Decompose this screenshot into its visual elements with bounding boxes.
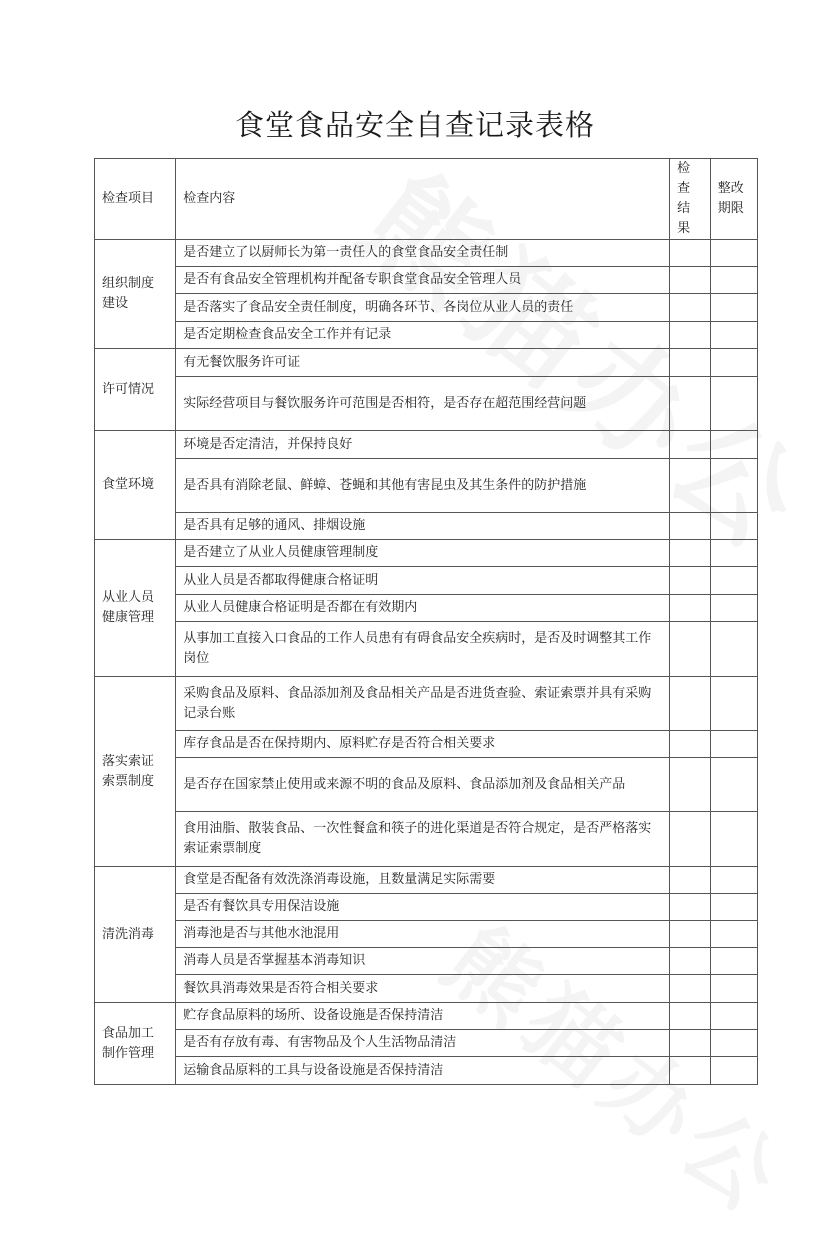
deadline-cell[interactable] xyxy=(710,513,757,540)
table-row xyxy=(95,731,758,758)
header-result-line2: 结果 xyxy=(677,201,691,236)
deadline-cell[interactable] xyxy=(710,1057,757,1085)
result-cell[interactable] xyxy=(670,758,711,812)
deadline-cell[interactable] xyxy=(710,758,757,812)
table-row xyxy=(95,540,758,567)
table-row xyxy=(95,349,758,377)
result-cell[interactable] xyxy=(670,349,711,377)
deadline-cell[interactable] xyxy=(710,921,757,948)
check-content: 从事加工直接入口食品的工作人员患有有碍食品安全疾病时，是否及时调整其工作岗位 xyxy=(176,622,670,677)
check-content: 是否具有足够的通风、排烟设施 xyxy=(176,513,670,540)
check-content: 库存食品是否在保持期内、原料贮存是否符合相关要求 xyxy=(176,731,670,758)
result-cell[interactable] xyxy=(670,595,711,622)
result-cell[interactable] xyxy=(670,731,711,758)
table-row xyxy=(95,948,758,975)
result-cell[interactable] xyxy=(670,1030,711,1057)
result-cell[interactable] xyxy=(670,322,711,349)
category-line: 组织制度 xyxy=(102,276,155,291)
table-row xyxy=(95,240,758,267)
check-content: 食用油脂、散装食品、一次性餐盒和筷子的进化渠道是否符合规定，是否严格落实索证索票制度 xyxy=(176,812,670,867)
category-line: 建设 xyxy=(102,296,129,311)
table-row xyxy=(95,267,758,294)
category-cell xyxy=(95,1003,176,1085)
check-content: 运输食品原料的工具与设备设施是否保持清洁 xyxy=(176,1057,670,1085)
result-cell[interactable] xyxy=(670,294,711,322)
category-cell xyxy=(95,677,176,867)
category-line: 制作管理 xyxy=(102,1045,155,1061)
table-row xyxy=(95,377,758,431)
table-row xyxy=(95,294,758,322)
table-row xyxy=(95,513,758,540)
result-cell[interactable] xyxy=(670,894,711,921)
deadline-cell[interactable] xyxy=(710,377,757,431)
category-cell xyxy=(95,431,176,540)
check-content: 是否定期检查食品安全工作并有记录 xyxy=(176,322,670,349)
result-cell[interactable] xyxy=(670,567,711,595)
deadline-cell[interactable] xyxy=(710,267,757,294)
deadline-cell[interactable] xyxy=(710,975,757,1003)
category-line: 清洗消毒 xyxy=(102,926,155,942)
table-row xyxy=(95,322,758,349)
deadline-cell[interactable] xyxy=(710,948,757,975)
deadline-cell[interactable] xyxy=(710,322,757,349)
category-line: 食堂环境 xyxy=(102,477,155,492)
header-deadline-line2: 期限 xyxy=(717,201,744,216)
deadline-cell[interactable] xyxy=(710,540,757,567)
check-content: 是否建立了从业人员健康管理制度 xyxy=(176,540,670,567)
table-row xyxy=(95,1030,758,1057)
deadline-cell[interactable] xyxy=(710,677,757,731)
page-title: 食堂食品安全自查记录表格 xyxy=(234,108,595,142)
category-cell xyxy=(95,540,176,677)
check-content: 餐饮具消毒效果是否符合相关要求 xyxy=(176,975,670,1003)
table-row xyxy=(95,812,758,867)
result-cell[interactable] xyxy=(670,513,711,540)
result-cell[interactable] xyxy=(670,1003,711,1030)
category-line: 许可情况 xyxy=(102,381,155,397)
check-content: 贮存食品原料的场所、设备设施是否保持清洁 xyxy=(176,1003,670,1030)
result-cell[interactable] xyxy=(670,377,711,431)
check-content: 是否具有消除老鼠、鲜蟑、苍蝇和其他有害昆虫及其生条件的防护措施 xyxy=(176,459,670,513)
table-row xyxy=(95,894,758,921)
result-cell[interactable] xyxy=(670,622,711,677)
category-line: 食品加工 xyxy=(102,1025,155,1041)
result-cell[interactable] xyxy=(670,921,711,948)
table-row xyxy=(95,431,758,459)
deadline-cell[interactable] xyxy=(710,459,757,513)
table-row xyxy=(95,867,758,894)
header-deadline xyxy=(710,159,757,240)
check-content: 实际经营项目与餐饮服务许可范围是否相符，是否存在超范围经营问题 xyxy=(176,377,670,431)
header-content: 检查内容 xyxy=(176,159,670,240)
deadline-cell[interactable] xyxy=(710,1003,757,1030)
header-result xyxy=(670,159,711,240)
category-line: 索票制度 xyxy=(102,773,155,789)
check-content: 是否建立了以厨师长为第一责任人的食堂食品安全责任制 xyxy=(176,240,670,267)
header-result-line1: 检查 xyxy=(677,161,691,196)
table-row xyxy=(95,1003,758,1030)
result-cell[interactable] xyxy=(670,975,711,1003)
deadline-cell[interactable] xyxy=(710,731,757,758)
table-row xyxy=(95,677,758,731)
category-cell xyxy=(95,867,176,1003)
deadline-cell[interactable] xyxy=(710,595,757,622)
checklist-body xyxy=(95,240,758,1085)
table-row xyxy=(95,595,758,622)
deadline-cell[interactable] xyxy=(710,567,757,595)
result-cell[interactable] xyxy=(670,948,711,975)
deadline-cell[interactable] xyxy=(710,349,757,377)
result-cell[interactable] xyxy=(670,1057,711,1085)
result-cell[interactable] xyxy=(670,677,711,731)
check-content: 是否有食品安全管理机构并配备专职食堂食品安全管理人员 xyxy=(176,267,670,294)
check-content: 是否有存放有毒、有害物品及个人生活物品清洁 xyxy=(176,1030,670,1057)
category-line: 落实索证 xyxy=(102,753,155,769)
check-content: 是否存在国家禁止使用或来源不明的食品及原料、食品添加剂及食品相关产品 xyxy=(176,758,670,812)
check-content: 从业人员健康合格证明是否都在有效期内 xyxy=(176,595,670,622)
table-row xyxy=(95,921,758,948)
result-cell[interactable] xyxy=(670,459,711,513)
table-row xyxy=(95,1057,758,1085)
check-content: 消毒人员是否掌握基本消毒知识 xyxy=(176,948,670,975)
check-content: 采购食品及原料、食品添加剂及食品相关产品是否进货查验、索证索票并具有采购记录台账 xyxy=(176,677,670,731)
check-content: 环境是否定清洁，并保持良好 xyxy=(176,431,670,459)
deadline-cell[interactable] xyxy=(710,240,757,267)
header-row xyxy=(95,159,758,240)
deadline-cell[interactable] xyxy=(710,894,757,921)
category-line: 健康管理 xyxy=(102,610,155,625)
result-cell[interactable] xyxy=(670,867,711,894)
result-cell[interactable] xyxy=(670,812,711,867)
deadline-cell[interactable] xyxy=(710,622,757,677)
deadline-cell[interactable] xyxy=(710,812,757,867)
deadline-cell[interactable] xyxy=(710,1030,757,1057)
check-content: 有无餐饮服务许可证 xyxy=(176,349,670,377)
deadline-cell[interactable] xyxy=(710,294,757,322)
result-cell[interactable] xyxy=(670,267,711,294)
checklist-table xyxy=(94,158,758,1085)
category-line: 从业人员 xyxy=(102,590,155,605)
table-row xyxy=(95,567,758,595)
deadline-cell[interactable] xyxy=(710,431,757,459)
table-row xyxy=(95,459,758,513)
table-row xyxy=(95,622,758,677)
check-content: 消毒池是否与其他水池混用 xyxy=(176,921,670,948)
result-cell[interactable] xyxy=(670,240,711,267)
table-row xyxy=(95,758,758,812)
result-cell[interactable] xyxy=(670,540,711,567)
category-cell xyxy=(95,349,176,431)
check-content: 从业人员是否都取得健康合格证明 xyxy=(176,567,670,595)
deadline-cell[interactable] xyxy=(710,867,757,894)
check-content: 食堂是否配备有效洗涤消毒设施，且数量满足实际需要 xyxy=(176,867,670,894)
header-item: 检查项目 xyxy=(95,159,176,240)
table-row xyxy=(95,975,758,1003)
category-cell xyxy=(95,240,176,349)
header-deadline-line1: 整改 xyxy=(717,181,744,196)
check-content: 是否落实了食品安全责任制度，明确各环节、各岗位从业人员的责任 xyxy=(176,294,670,322)
check-content: 是否有餐饮具专用保洁设施 xyxy=(176,894,670,921)
result-cell[interactable] xyxy=(670,431,711,459)
